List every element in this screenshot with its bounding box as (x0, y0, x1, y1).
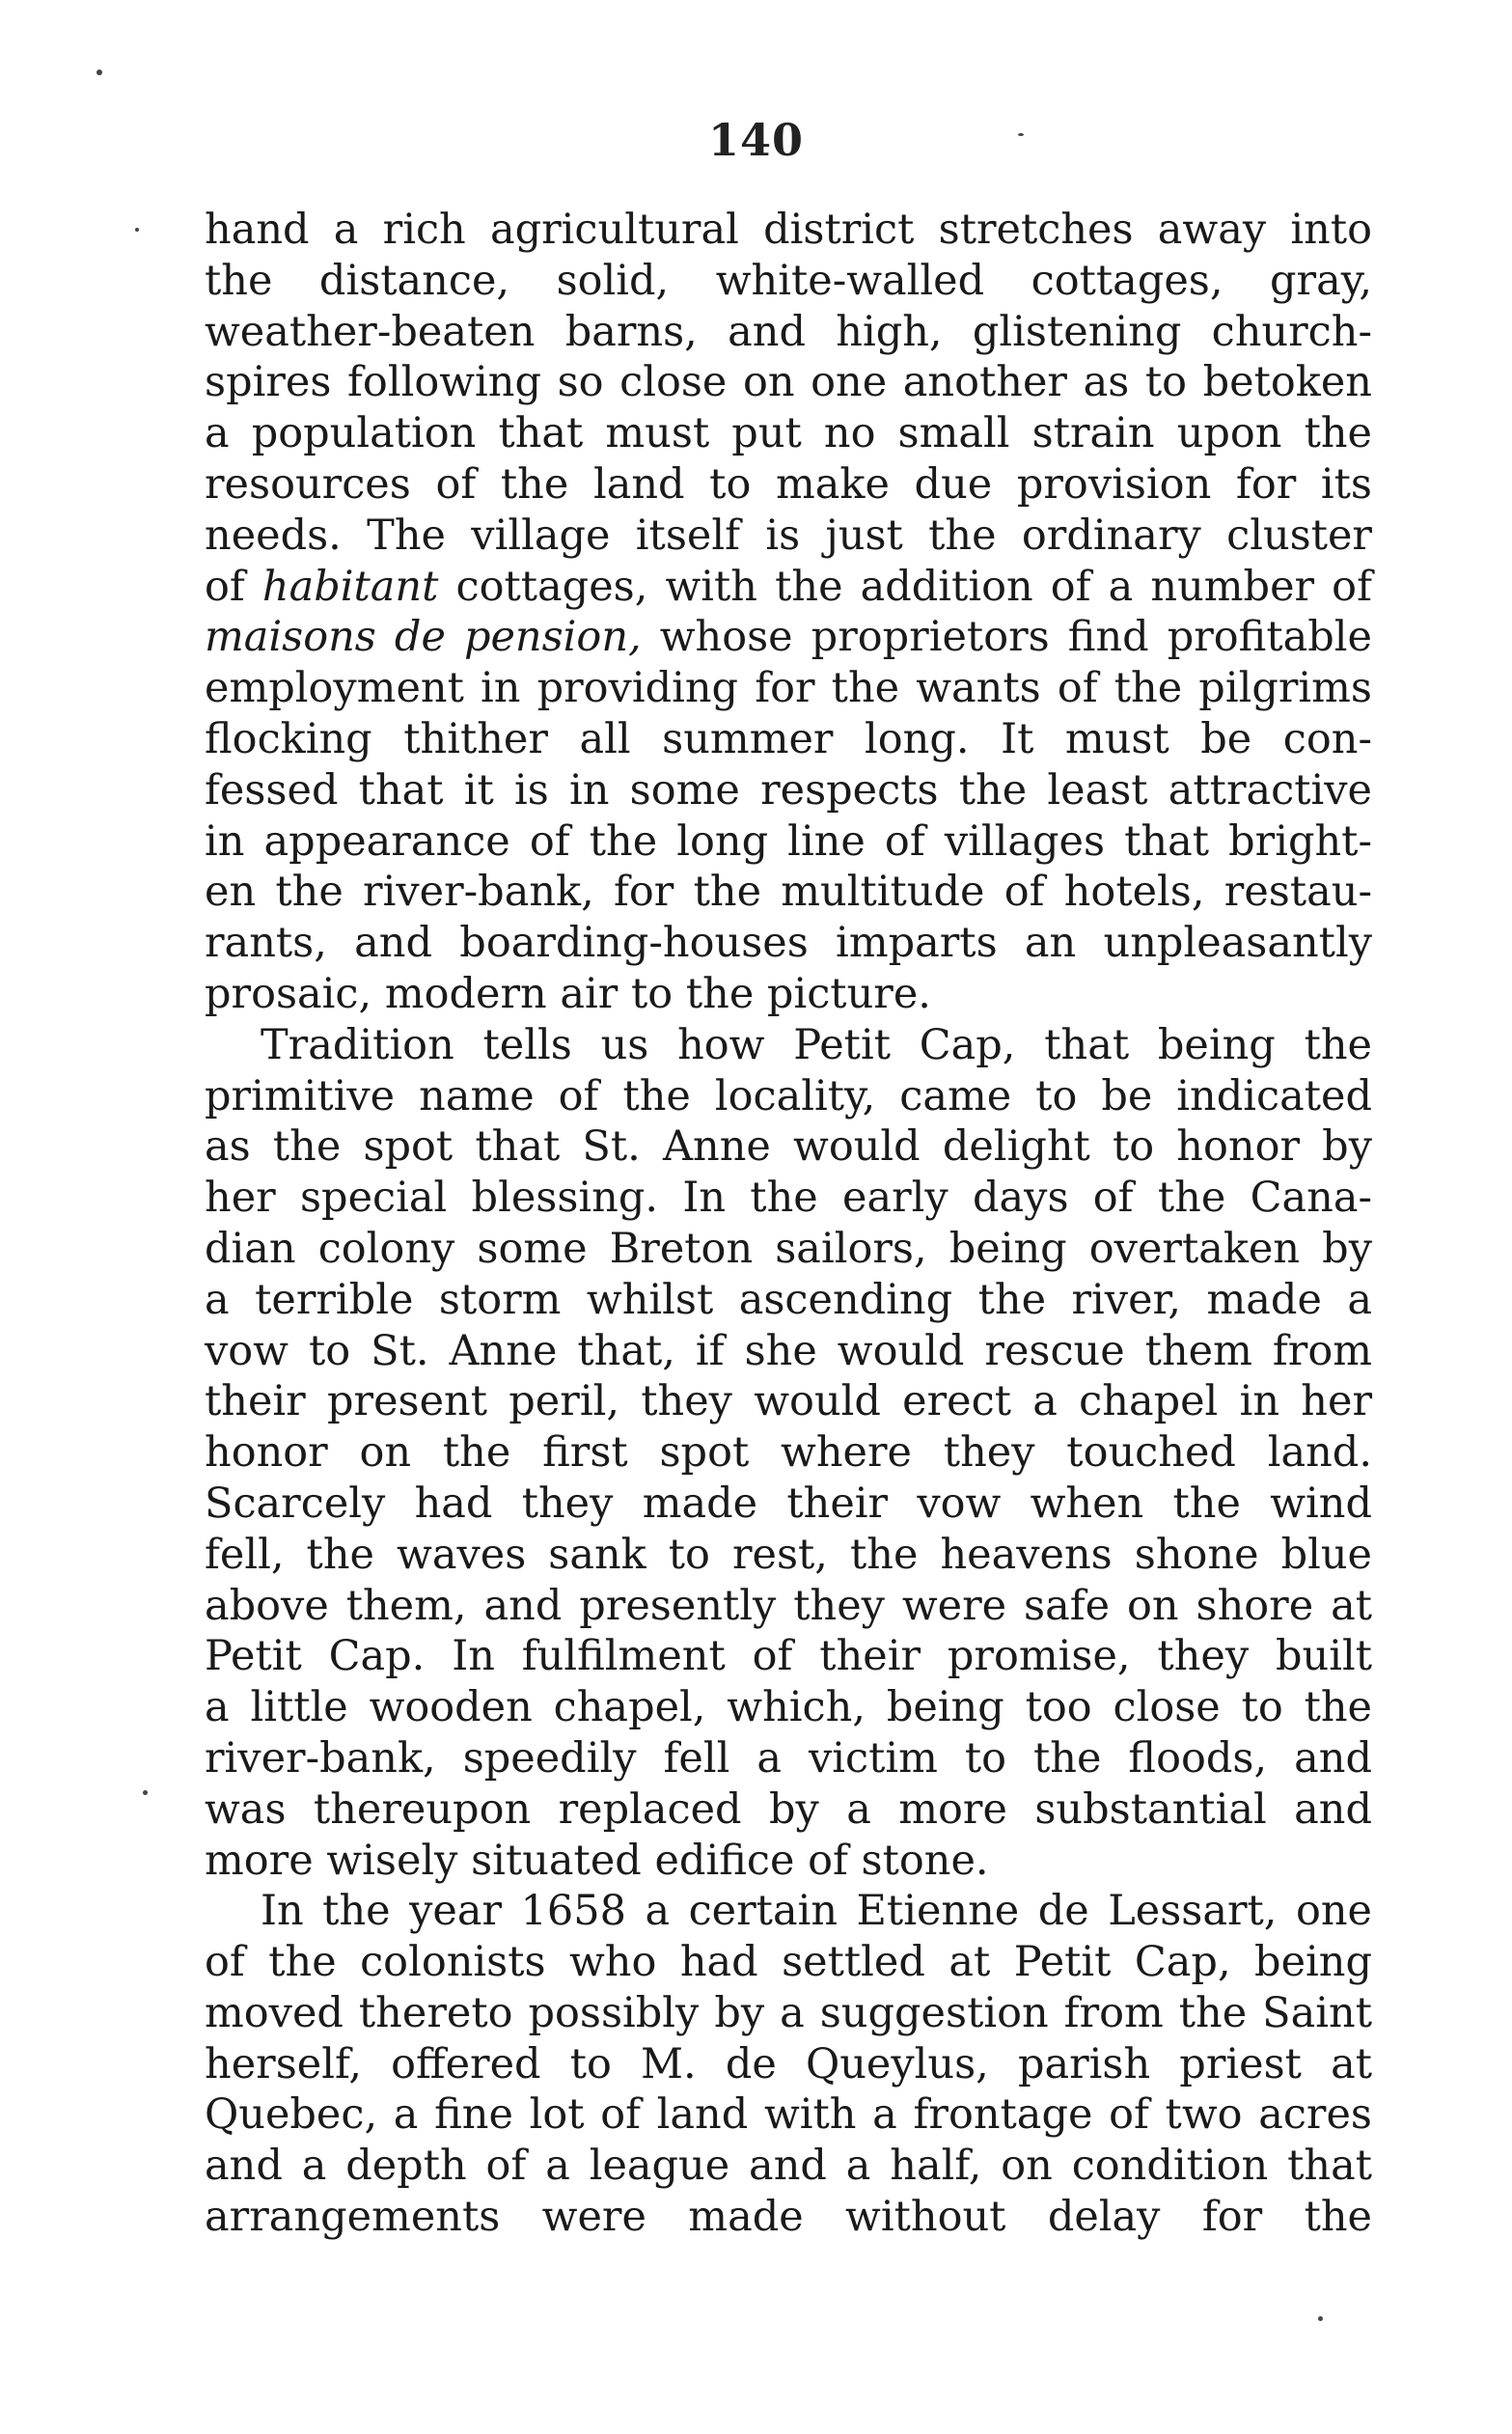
text-line: spires following so close on one another as to betoken (205, 358, 1372, 407)
text-line: resources of the land to make due provision for its (205, 459, 1372, 509)
text-line: more wisely situated edifice of stone. (205, 1836, 989, 1885)
text-line: in appearance of the long line of villages that bright- (205, 816, 1372, 866)
text-line: was thereupon replaced by a more substantial and (205, 1784, 1372, 1834)
text-line-habitant (205, 562, 1372, 613)
text-line: as the spot that St. Anne would delight to honor by (205, 1122, 1372, 1172)
text-line: the distance, solid, white-walled cottages, gray, (205, 256, 1372, 305)
text-line: arrangements were made without delay for the (205, 2193, 1372, 2242)
text-line: of the colonists who had settled at Petit Cap, being (205, 1938, 1372, 1987)
text-line: moved thereto possibly by a suggestion from the Saint (205, 1988, 1372, 2037)
text-line: Quebec, a fine lot of land with a frontage of two acres (205, 2090, 1372, 2140)
text-line: their present peril, they would erect a chapel in her (205, 1377, 1372, 1426)
scan-speck (1318, 2316, 1323, 2321)
text-line: Tradition tells us how Petit Cap, that being the (261, 1020, 1372, 1069)
text-line: In the year 1658 a certain Etienne de Lessart, one (261, 1887, 1372, 1936)
text-line: hand a rich agricultural district stretches away into (205, 206, 1372, 254)
text-line: honor on the first spot where they touched land. (205, 1428, 1372, 1478)
text-line-maisons (205, 612, 1372, 663)
scan-speck (1018, 133, 1024, 136)
text-line: employment in providing for the wants of the pilgrims (205, 664, 1372, 713)
text-line: weather-beaten barns, and high, glistening church- (205, 307, 1372, 356)
text-line: en the river-bank, for the multitude of hotels, restau- (205, 868, 1372, 917)
line-fragment: cottages, with the addition of a number of (438, 562, 1372, 611)
text-line: herself, offered to M. de Queylus, parish priest at (205, 2039, 1372, 2088)
scan-speck (135, 228, 139, 232)
text-line: vow to St. Anne that, if she would rescue them from (205, 1326, 1372, 1375)
italic-habitant: habitant (261, 562, 439, 611)
text-line: a terrible storm whilst ascending the river, made a (205, 1275, 1372, 1324)
text-line: Petit Cap. In fulfilment of their promise, they built (205, 1632, 1372, 1681)
italic-maisons-de-pension: maisons de pension, (205, 613, 642, 662)
text-line: fell, the waves sank to rest, the heavens shone blue (205, 1530, 1372, 1579)
text-line: Scarcely had they made their vow when the wind (205, 1479, 1372, 1528)
line-fragment: whose proprietors find profitable (641, 613, 1372, 662)
text-line: a population that must put no small strain upon the (205, 409, 1372, 458)
text-line: rants, and boarding-houses imparts an unpleasantly (205, 919, 1372, 968)
body-text (205, 205, 1372, 2243)
scan-speck (96, 69, 102, 75)
text-line: river-bank, speedily fell a victim to the floods, and (205, 1733, 1372, 1783)
text-line: primitive name of the locality, came to be indicated (205, 1071, 1372, 1120)
text-line: prosaic, modern air to the picture. (205, 969, 931, 1018)
text-line: above them, and presently they were safe on shore at (205, 1581, 1372, 1630)
text-line: flocking thither all summer long. It must be con- (205, 714, 1372, 763)
text-line: fessed that it is in some respects the least attractive (205, 765, 1372, 815)
text-line: dian colony some Breton sailors, being overtaken by (205, 1224, 1372, 1273)
text-line: her special blessing. In the early days of the Cana- (205, 1174, 1372, 1223)
text-line: and a depth of a league and a half, on condition that (205, 2142, 1372, 2191)
text-line: a little wooden chapel, which, being too close to the (205, 1683, 1372, 1732)
scan-speck (143, 1790, 148, 1795)
line-fragment: of (205, 562, 262, 611)
text-line: needs. The village itself is just the ordinary cluster (205, 511, 1372, 560)
page-number: 140 (707, 114, 805, 166)
